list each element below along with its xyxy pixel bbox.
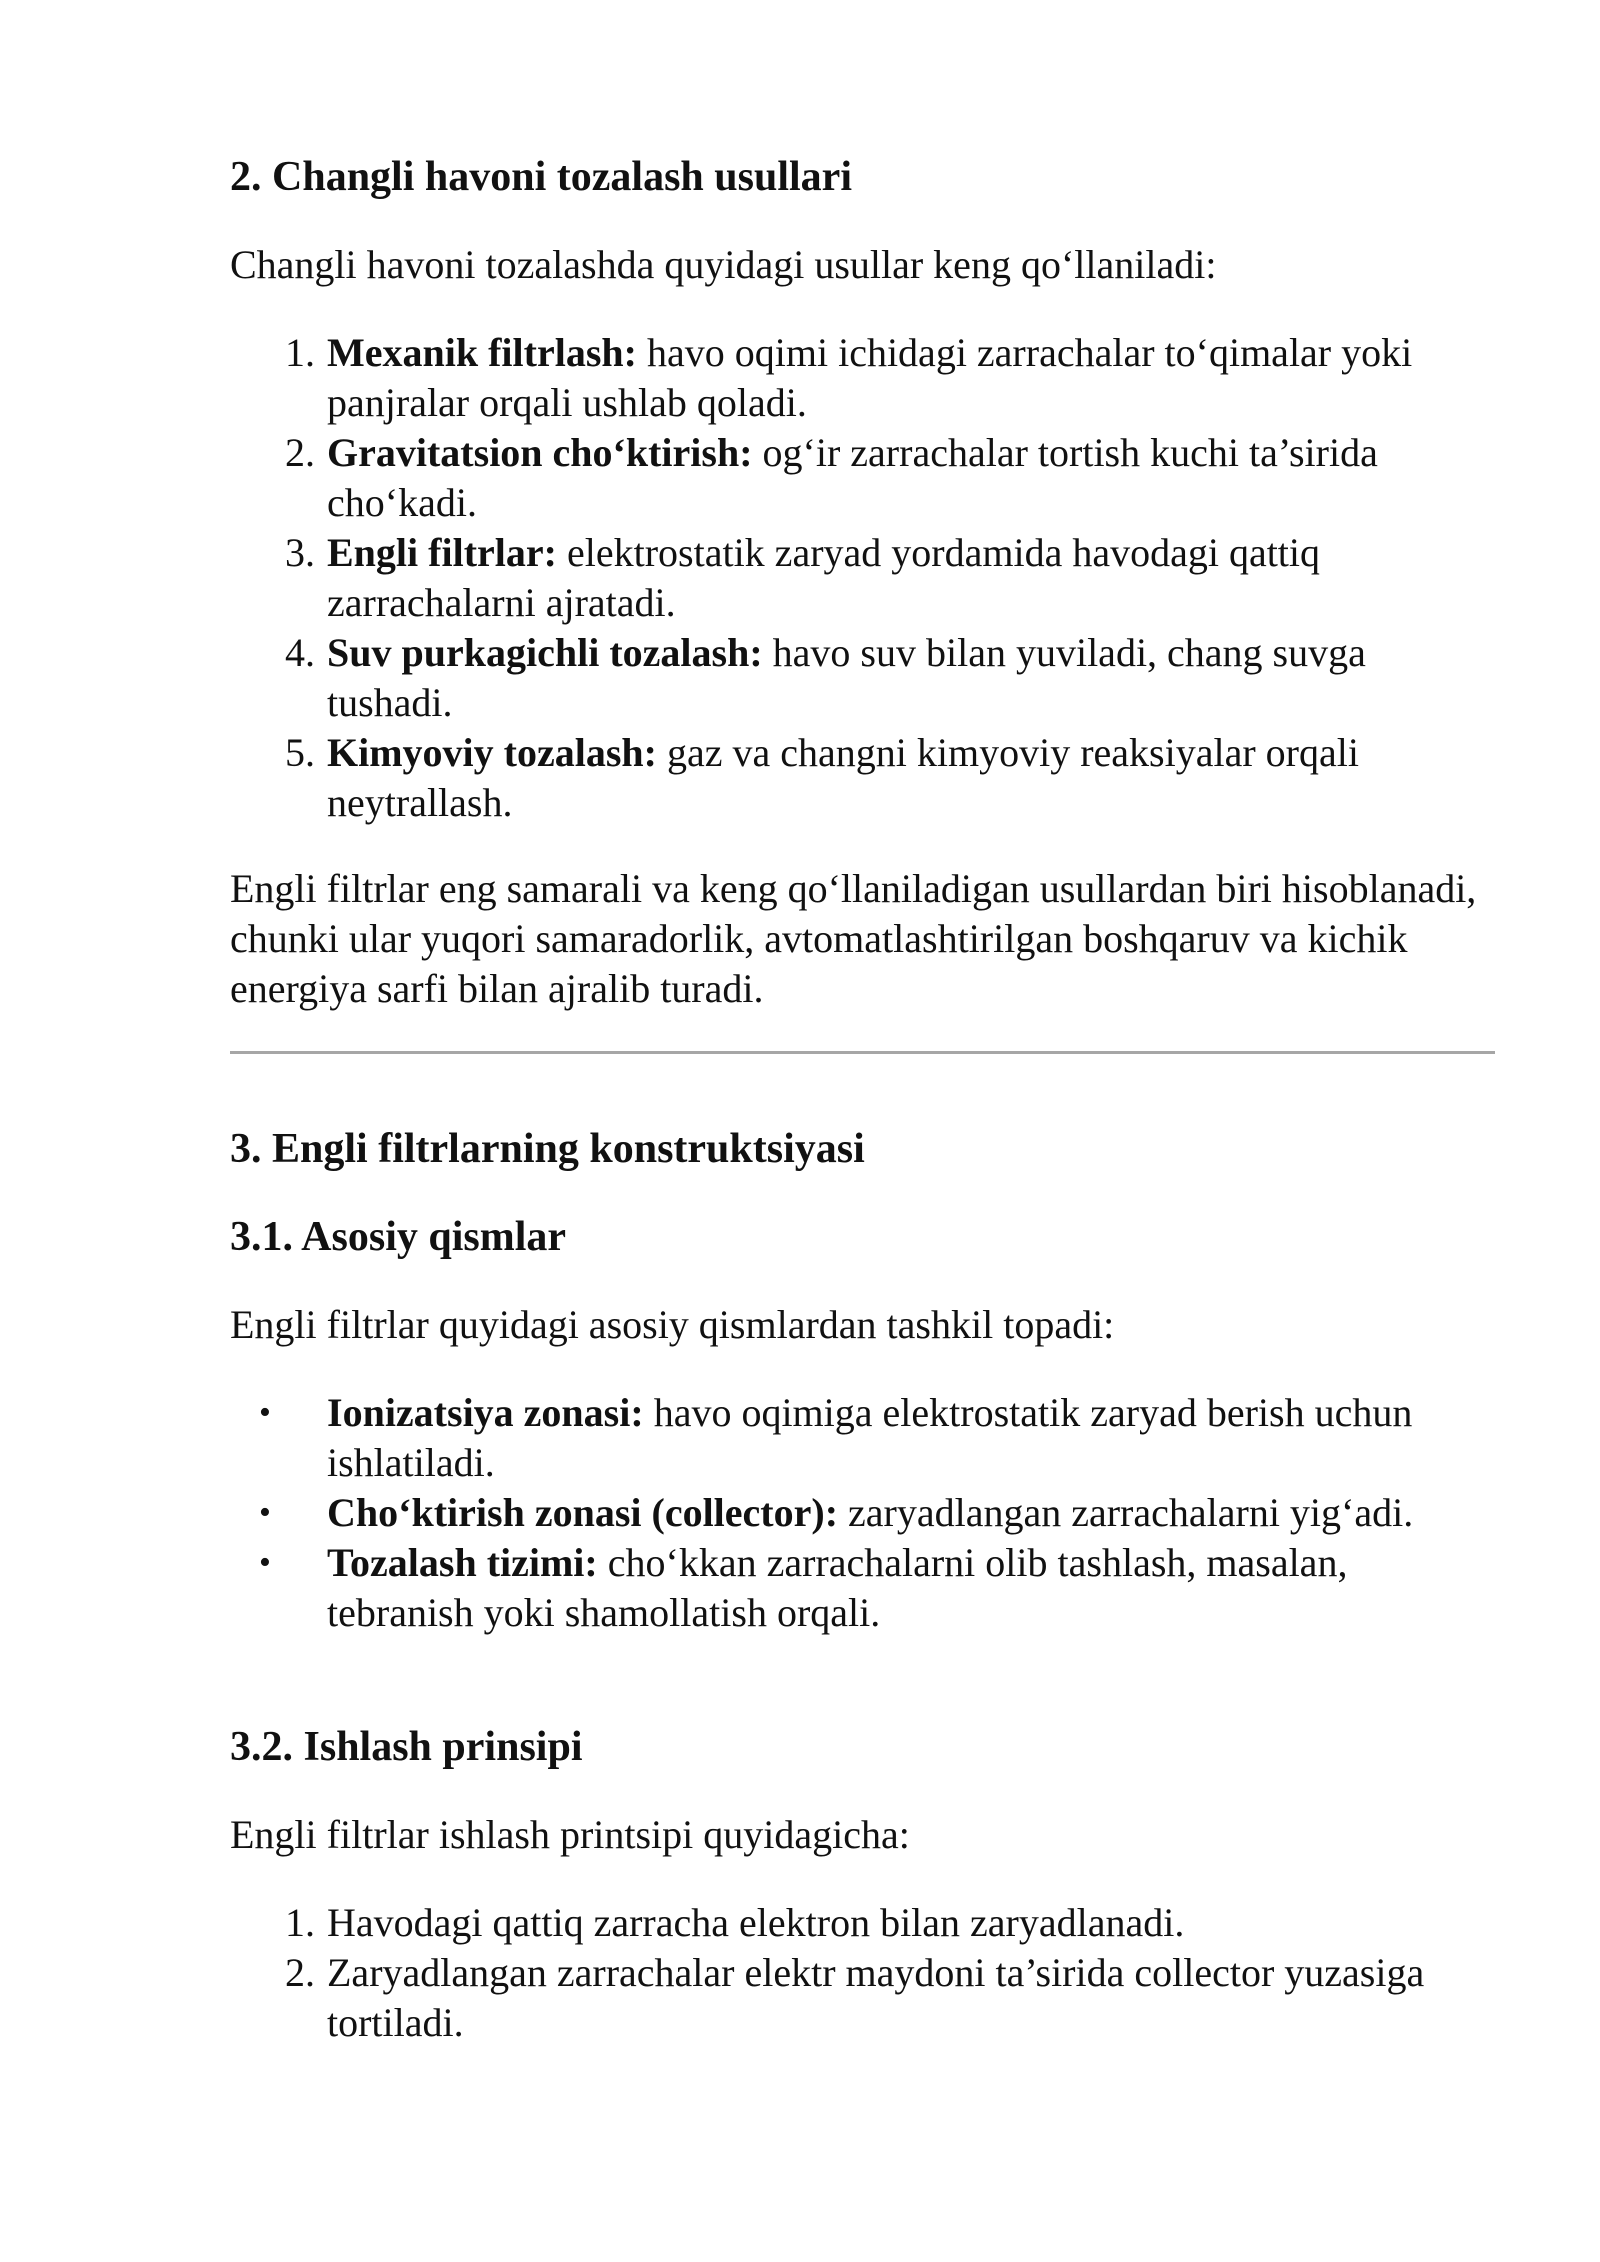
- list-item: [230, 1948, 1495, 2048]
- method-text: havo oqimi ichidagi zarrachalar to‘qimalar yoki panjralar orqali ushlab qoladi.: [327, 330, 1413, 425]
- list-item: [230, 1388, 1495, 1488]
- part-term: Cho‘ktirish zonasi (collector):: [327, 1490, 839, 1535]
- method-text: havo suv bilan yuviladi, chang suvga tushadi.: [327, 630, 1366, 725]
- list-marker: 5.: [285, 730, 315, 775]
- methods-list: [230, 328, 1495, 828]
- bullet-marker: •: [259, 1544, 271, 1581]
- method-term: Mexanik filtrlash:: [327, 330, 637, 375]
- list-item: [230, 1538, 1495, 1638]
- list-marker: 2.: [285, 1950, 315, 1995]
- subsection-3-1-heading: 3.1. Asosiy qismlar: [230, 1214, 567, 1260]
- section-2-intro: Changli havoni tozalashda quyidagi usullar keng qo‘llaniladi:: [230, 242, 1217, 287]
- horizontal-divider: [230, 1051, 1495, 1054]
- step-text: Zaryadlangan zarrachalar elektr maydoni ta’sirida collector yuzasiga tortiladi.: [327, 1950, 1425, 2045]
- method-term: Engli filtrlar:: [327, 530, 557, 575]
- section-2-conclusion: Engli filtrlar eng samarali va keng qo‘llaniladigan usullardan biri hisoblanadi, chunki ular yuqori samaradorlik, avtomatlashtirilgan boshqaruv va kichik energiya sarfi bilan ajralib turadi.: [230, 866, 1477, 1011]
- part-term: Tozalash tizimi:: [327, 1540, 598, 1585]
- list-item: [230, 628, 1495, 728]
- method-term: Suv purkagichli tozalash:: [327, 630, 763, 675]
- step-text: Havodagi qattiq zarracha elektron bilan zaryadlanadi.: [327, 1900, 1185, 1945]
- steps-list: [230, 1898, 1495, 2048]
- list-marker: 3.: [285, 530, 315, 575]
- section-2-heading: 2. Changli havoni tozalash usullari: [230, 154, 852, 200]
- list-item: [230, 328, 1495, 428]
- bullet-marker: •: [259, 1394, 271, 1431]
- list-marker: 2.: [285, 430, 315, 475]
- method-text: gaz va changni kimyoviy reaksiyalar orqali neytrallash.: [327, 730, 1359, 825]
- method-term: Gravitatsion cho‘ktirish:: [327, 430, 753, 475]
- list-item: [230, 728, 1495, 828]
- list-item: [230, 1898, 1495, 1948]
- part-text: havo oqimiga elektrostatik zaryad berish uchun ishlatiladi.: [327, 1390, 1413, 1485]
- method-text: og‘ir zarrachalar tortish kuchi ta’sirida cho‘kadi.: [327, 430, 1378, 525]
- list-item: [230, 528, 1495, 628]
- list-marker: 1.: [285, 330, 315, 375]
- subsection-3-1-intro: Engli filtrlar quyidagi asosiy qismlardan tashkil topadi:: [230, 1302, 1115, 1347]
- method-term: Kimyoviy tozalash:: [327, 730, 657, 775]
- subsection-3-2-heading: 3.2. Ishlash prinsipi: [230, 1724, 583, 1770]
- list-marker: 1.: [285, 1900, 315, 1945]
- part-term: Ionizatsiya zonasi:: [327, 1390, 644, 1435]
- parts-list: [230, 1388, 1495, 1638]
- list-marker: 4.: [285, 630, 315, 675]
- part-text: zaryadlangan zarrachalarni yig‘adi.: [838, 1490, 1414, 1535]
- bullet-marker: •: [259, 1494, 271, 1531]
- list-item: [230, 1488, 1495, 1538]
- section-3-heading: 3. Engli filtrlarning konstruktsiyasi: [230, 1126, 865, 1172]
- part-text: cho‘kkan zarrachalarni olib tashlash, masalan, tebranish yoki shamollatish orqali.: [327, 1540, 1348, 1635]
- method-text: elektrostatik zaryad yordamida havodagi qattiq zarrachalarni ajratadi.: [327, 530, 1321, 625]
- list-item: [230, 428, 1495, 528]
- subsection-3-2-intro: Engli filtrlar ishlash printsipi quyidagicha:: [230, 1812, 910, 1857]
